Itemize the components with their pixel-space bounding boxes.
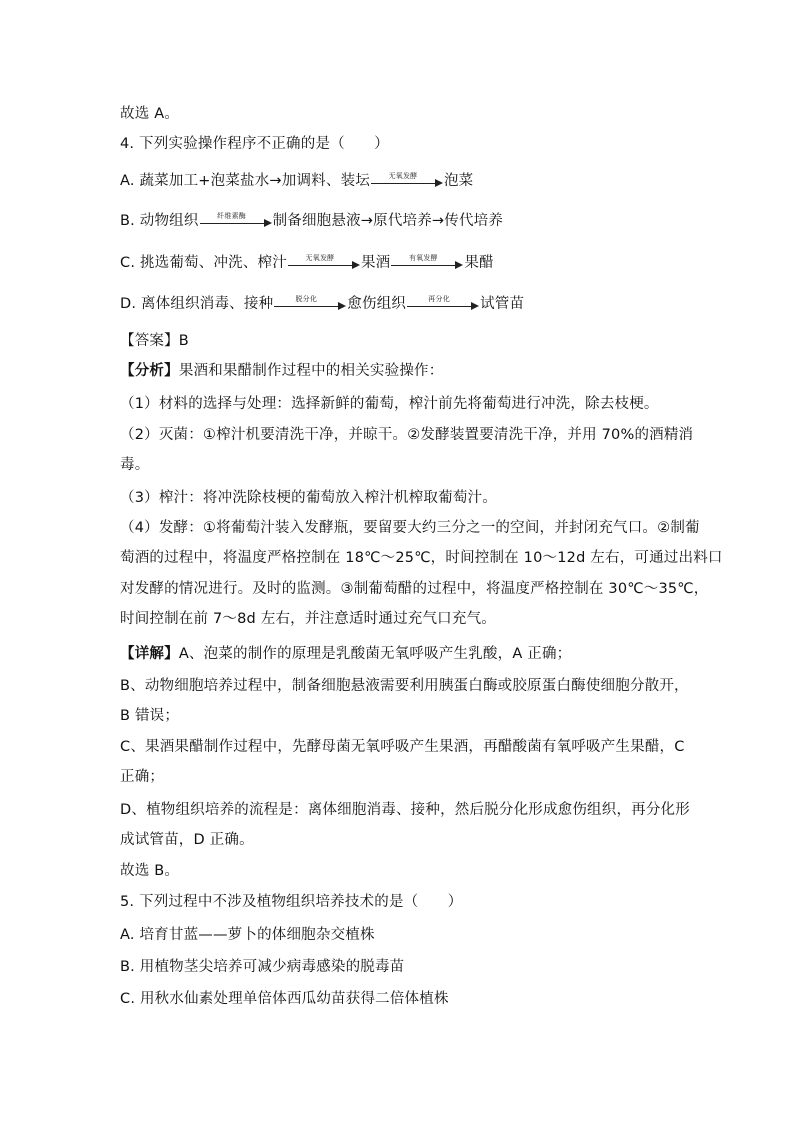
text: 对发酵的情况进行。及时的监测。③制葡萄醋的过程中，将温度严格控制在 30℃～35℃， bbox=[120, 581, 709, 597]
text: B、动物细胞培养过程中，制备细胞悬液需要利用胰蛋白酶或胶原蛋白酶使细胞分散开， bbox=[120, 678, 689, 694]
reaction-arrow bbox=[391, 252, 463, 274]
question-5-option-a bbox=[120, 924, 375, 946]
arrow-label: 再分化 bbox=[428, 295, 450, 303]
text: （3）榨汁：将冲洗除枝梗的葡萄放入榨汁机榨取葡萄汁。 bbox=[120, 490, 497, 506]
reaction-arrow bbox=[407, 293, 479, 315]
text: 试管苗 bbox=[480, 296, 525, 312]
analysis-line bbox=[120, 578, 708, 600]
analysis-line bbox=[120, 424, 693, 446]
text: D. 离体组织消毒、接种 bbox=[120, 296, 274, 312]
text: C. 挑选葡萄、冲洗、榨汁 bbox=[120, 255, 287, 271]
text: A. 培育甘蓝——萝卜的体细胞杂交植株 bbox=[120, 927, 375, 943]
analysis-line bbox=[120, 393, 659, 415]
arrow-label: 脱分化 bbox=[295, 295, 318, 303]
analysis-line bbox=[120, 608, 496, 630]
text: 果酒 bbox=[360, 255, 391, 271]
analysis-line bbox=[120, 487, 497, 509]
text: 成试管苗，D 正确。 bbox=[120, 832, 254, 848]
analysis-heading bbox=[120, 360, 443, 382]
text: 愈伤组织 bbox=[347, 296, 407, 312]
text: 4. 下列实验操作程序不正确的是（ ） bbox=[120, 136, 389, 152]
question-4-option-b bbox=[120, 210, 503, 232]
section-label: 【分析】 bbox=[120, 363, 179, 379]
text: B. 用植物茎尖培养可减少病毒感染的脱毒苗 bbox=[120, 959, 405, 975]
text: 故选 A。 bbox=[120, 106, 180, 122]
arrow-label: 有氧发酵 bbox=[408, 254, 438, 262]
text: 泡菜 bbox=[443, 173, 474, 189]
question-4-option-d bbox=[120, 293, 524, 315]
text: A、泡菜的制作的原理是乳酸菌无氧呼吸产生乳酸，A 正确； bbox=[178, 646, 572, 662]
text: 毒。 bbox=[120, 457, 150, 473]
detail-line bbox=[120, 766, 164, 788]
detail-line bbox=[120, 829, 254, 851]
reaction-arrow bbox=[200, 210, 272, 232]
detail-line bbox=[120, 675, 689, 697]
text: 【答案】B bbox=[120, 333, 189, 349]
analysis-line bbox=[120, 547, 723, 569]
text: B. 动物组织 bbox=[120, 213, 199, 229]
answer-line bbox=[120, 330, 189, 352]
reaction-arrow bbox=[288, 252, 360, 274]
reaction-arrow bbox=[274, 293, 346, 315]
text: 果醋 bbox=[464, 255, 494, 271]
question-5-option-c bbox=[120, 988, 449, 1010]
text: （4）发酵：①将葡萄汁装入发酵瓶，要留要大约三分之一的空间，并封闭充气口。②制葡 bbox=[120, 520, 700, 536]
analysis-line bbox=[120, 454, 149, 476]
text: 时间控制在前 7～8d 左右，并注意适时通过充气口充气。 bbox=[120, 611, 496, 627]
conclusion-line bbox=[120, 860, 179, 882]
section-label: 【详解】 bbox=[120, 646, 179, 662]
arrow-label: 无氧发酵 bbox=[388, 172, 418, 180]
question-4-option-c bbox=[120, 252, 494, 274]
arrow-label: 无氧发酵 bbox=[305, 254, 335, 262]
text: 5. 下列过程中不涉及植物组织培养技术的是（ ） bbox=[120, 894, 463, 910]
text: C. 用秋水仙素处理单倍体西瓜幼苗获得二倍体植株 bbox=[120, 991, 449, 1007]
text: B 错误； bbox=[120, 708, 180, 724]
text: C、果酒果醋制作过程中，先酵母菌无氧呼吸产生果酒，再醋酸菌有氧呼吸产生果醋，C bbox=[120, 739, 685, 755]
conclusion-line bbox=[120, 103, 179, 125]
text: 制备细胞悬液→原代培养→传代培养 bbox=[272, 213, 504, 229]
text: 正确； bbox=[120, 769, 165, 785]
detail-line bbox=[120, 705, 179, 727]
text: 萄酒的过程中，将温度严格控制在 18℃～25℃，时间控制在 10～12d 左右，可通过出料口 bbox=[120, 550, 723, 566]
detail-line bbox=[120, 799, 690, 821]
arrow-label: 纤维素酶 bbox=[217, 212, 246, 220]
text: D、植物组织培养的流程是：离体细胞消毒、接种，然后脱分化形成愈伤组织，再分化形 bbox=[120, 802, 690, 818]
question-4-stem bbox=[120, 133, 389, 155]
detail-line bbox=[120, 736, 685, 758]
question-5-option-b bbox=[120, 956, 404, 978]
analysis-line bbox=[120, 517, 700, 539]
text: （1）材料的选择与处理：选择新鲜的葡萄，榨汁前先将葡萄进行冲洗，除去枝梗。 bbox=[120, 396, 659, 412]
text: 果酒和果醋制作过程中的相关实验操作： bbox=[178, 363, 444, 379]
reaction-arrow bbox=[371, 170, 443, 192]
text: A. 蔬菜加工+泡菜盐水→加调料、装坛 bbox=[120, 173, 370, 189]
detail-heading bbox=[120, 643, 571, 665]
text: 故选 B。 bbox=[120, 863, 180, 879]
text: （2）灭菌：①榨汁机要清洗干净，并晾干。②发酵装置要清洗干净，并用 70%的酒精消 bbox=[120, 427, 694, 443]
question-5-stem bbox=[120, 891, 462, 913]
question-4-option-a bbox=[120, 170, 473, 192]
